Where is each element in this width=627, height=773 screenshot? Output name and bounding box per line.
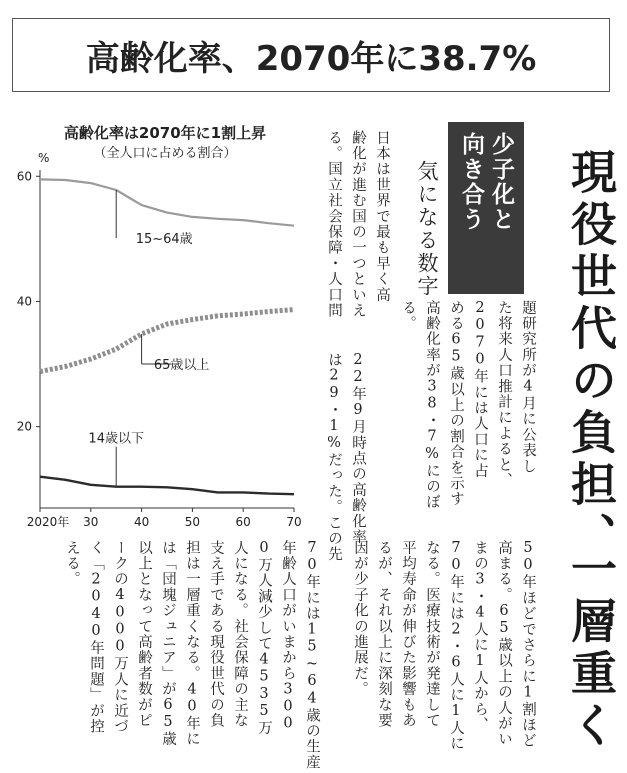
article-column: 高齢化率が38・7%にのぼ bbox=[424, 300, 440, 511]
kicker-label: 少子化と 向き合う bbox=[458, 132, 514, 232]
article-column: 齢化が進む国の一つといえ bbox=[350, 130, 366, 319]
chart-subtitle: （全人口に占める割合） bbox=[93, 146, 237, 161]
line-chart bbox=[0, 150, 310, 540]
article-column: 支え手である現役世代の負 bbox=[208, 540, 224, 729]
article-column: 2070年には人口に占 bbox=[472, 300, 488, 479]
article-column: は29・1%だった。この先 bbox=[326, 352, 342, 563]
article-column: 0万人減少して4535万 bbox=[256, 540, 272, 736]
series-line-15-64 bbox=[40, 179, 294, 225]
annotation-15-64-label: 15~64歳 bbox=[135, 232, 193, 248]
vertical-headline-line-1: 現役世代の負担、 bbox=[564, 148, 618, 564]
y-tick-label: 60 bbox=[16, 169, 32, 184]
article-column: まの3・4人に1人から、 bbox=[472, 540, 488, 733]
vertical-headline-line-2: 一層重く bbox=[564, 545, 618, 753]
article-column: るが、それ以上に深刻な要 bbox=[376, 540, 392, 729]
article-column: る。 bbox=[400, 300, 416, 332]
chart-title: 高齢化率は2070年に1割上昇 bbox=[63, 124, 267, 142]
article-column: 年齢人口がいまから300 bbox=[280, 540, 296, 733]
y-tick-label: 40 bbox=[16, 294, 32, 309]
article-column: なる。医療技術が発達して bbox=[424, 540, 440, 729]
article-column: 人になる。社会保障の主な bbox=[232, 540, 248, 729]
kicker-box bbox=[448, 122, 524, 294]
subhead: 気になる数字 bbox=[415, 160, 439, 298]
x-tick-label: 70 bbox=[286, 515, 302, 529]
y-tick-label: 20 bbox=[16, 419, 32, 434]
article-column: 22年9月時点の高齢化率 bbox=[350, 352, 366, 545]
article-column: 因が少子化の進展だ。 bbox=[352, 540, 368, 697]
article-column: た将来人口推計によると、 bbox=[496, 300, 512, 489]
headline-box bbox=[12, 18, 610, 92]
y-unit-label: % bbox=[38, 151, 50, 165]
article-column: 担は一層重くなる。40年に bbox=[184, 540, 200, 748]
article-column: 70年には2・6人に1人に bbox=[448, 540, 464, 752]
x-tick-label: 2020年 bbox=[26, 515, 70, 529]
article-column: 以上となって高齢者数がピ bbox=[136, 540, 152, 729]
headline: 高齢化率、2070年に38.7% bbox=[85, 38, 537, 79]
article-column: る。国立社会保障・人口問 bbox=[326, 130, 342, 319]
article-column: 日本は世界で最も早く高 bbox=[374, 130, 390, 303]
x-tick-label: 40 bbox=[133, 515, 150, 529]
article-column: ークの4000万人に近づ bbox=[112, 540, 128, 735]
article-column: は「団塊ジュニア」が65歳 bbox=[160, 540, 176, 748]
article-column: 平均寿命が伸びた影響もあ bbox=[400, 540, 416, 729]
series-line-under-14 bbox=[40, 477, 294, 495]
article-column: 題研究所が4月に公表し bbox=[520, 300, 536, 475]
article-column: める65歳以上の割合を示す bbox=[448, 300, 464, 508]
annotation-under-14-label: 14歳以下 bbox=[88, 431, 144, 447]
annotation-65-plus-label: 65歳以上 bbox=[153, 357, 210, 373]
x-tick-label: 50 bbox=[184, 515, 201, 529]
x-tick-label: 60 bbox=[235, 515, 251, 529]
article-column: 高まる。65歳以上の人がい bbox=[496, 540, 512, 748]
article-column: 50年ほどでさらに1割ほど bbox=[520, 540, 536, 749]
x-tick-label: 30 bbox=[83, 515, 99, 529]
article-column: 70年には15~64歳の生産 bbox=[304, 540, 320, 771]
article-column: く「2040年問題」が控 bbox=[88, 540, 104, 735]
article-column: える。 bbox=[64, 540, 80, 588]
